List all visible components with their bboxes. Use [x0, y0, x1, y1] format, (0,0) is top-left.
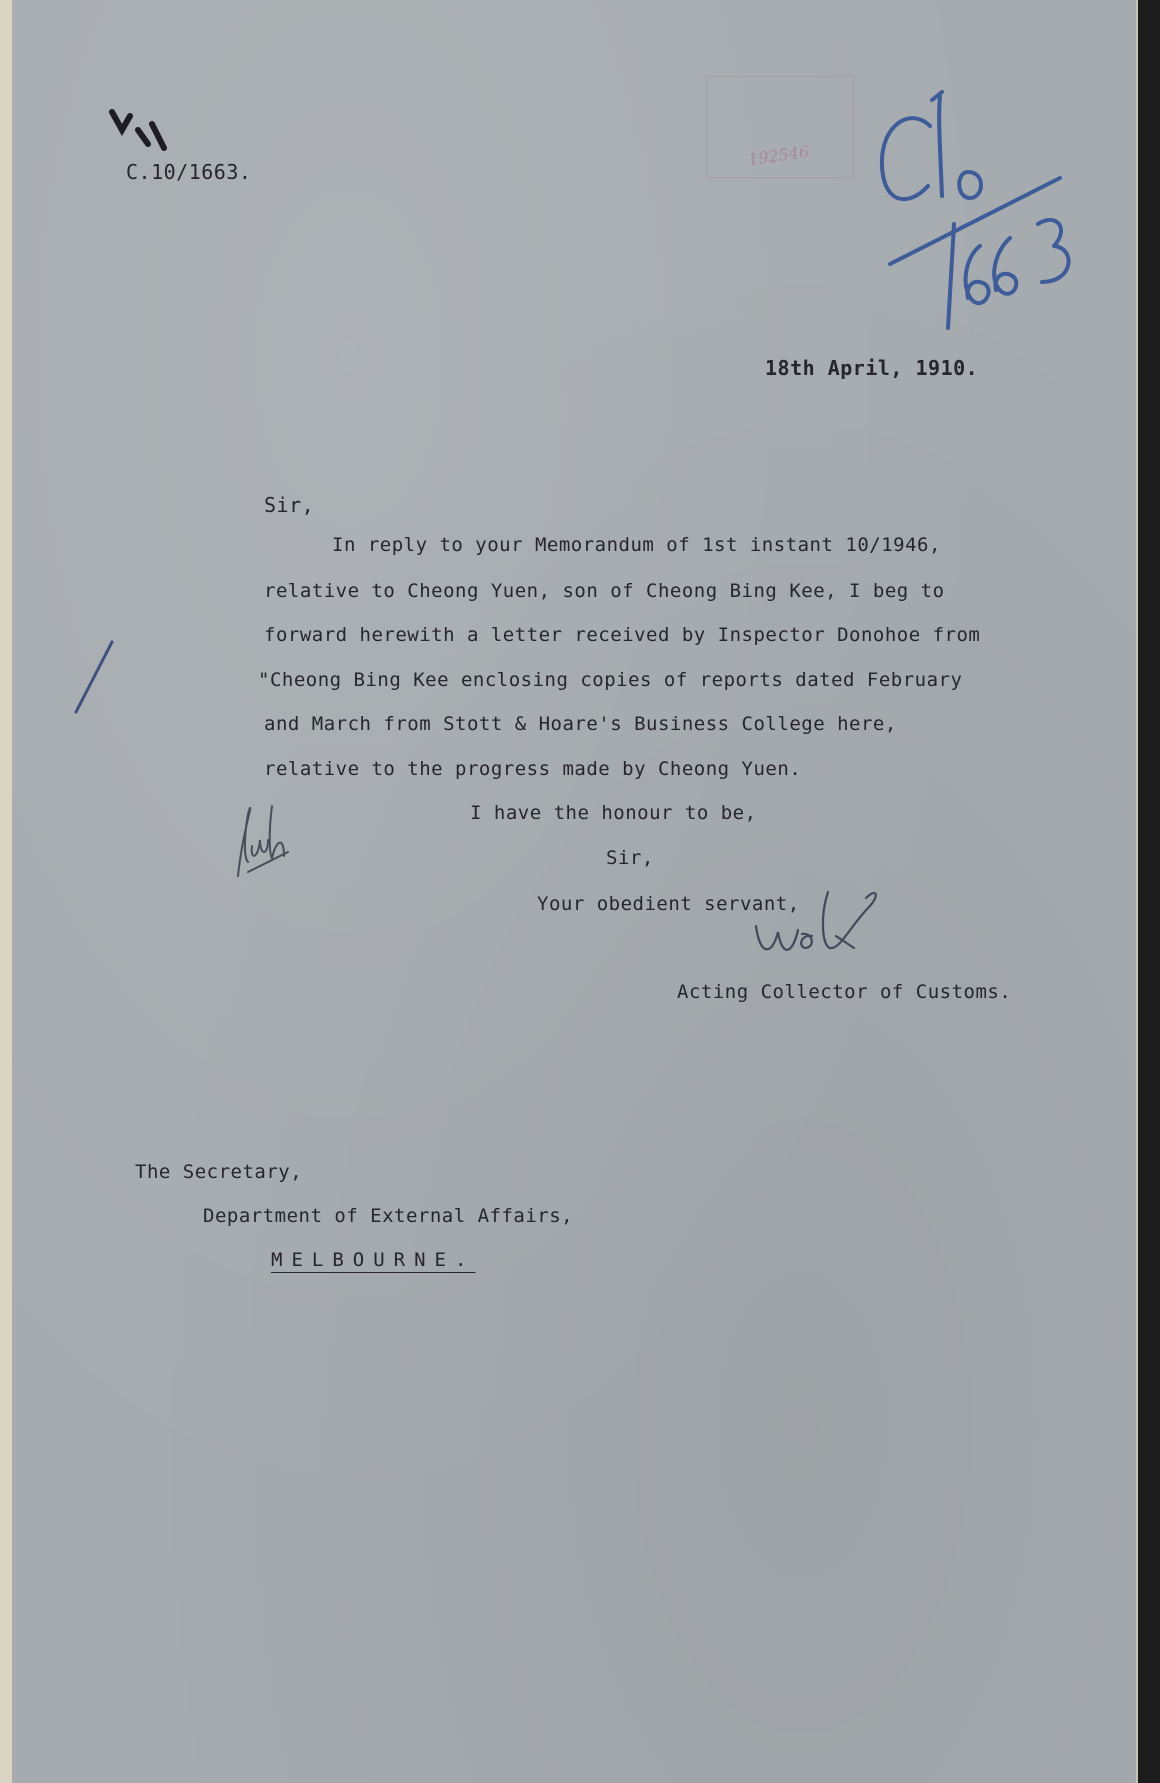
letter-date: 18th April, 1910. — [765, 356, 979, 380]
salutation: Sir, — [264, 493, 315, 517]
address-city: MELBOURNE. — [271, 1249, 476, 1271]
body-line: "Cheong Bing Kee enclosing copies of reports dated February — [258, 669, 963, 691]
body-line: relative to Cheong Yuen, son of Cheong Bing Kee, I beg to — [264, 580, 945, 602]
margin-pencil-mark — [68, 636, 120, 718]
address-line: Department of External Affairs, — [203, 1205, 574, 1227]
closing-line: Sir, — [606, 847, 654, 869]
body-line: and March from Stott & Hoare's Business College here, — [264, 713, 897, 735]
address-line: The Secretary, — [135, 1161, 303, 1183]
handwritten-initials — [228, 796, 308, 882]
closing-line: I have the honour to be, — [470, 802, 757, 824]
handwritten-tick-mark — [108, 108, 188, 160]
body-line: In reply to your Memorandum of 1st instant 10/1946, — [332, 534, 941, 556]
closing-line: Your obedient servant, — [537, 893, 800, 915]
body-line: forward herewith a letter received by Inspector Donohoe from — [264, 624, 981, 646]
scan-border — [1138, 0, 1160, 1783]
handwritten-file-reference — [870, 86, 1090, 336]
handwritten-signature — [750, 886, 890, 966]
signatory-title: Acting Collector of Customs. — [677, 981, 1012, 1003]
stamp-number: 192546 — [746, 141, 811, 170]
reference-number: C.10/1663. — [126, 160, 252, 184]
body-line: relative to the progress made by Cheong Yuen. — [264, 758, 802, 780]
